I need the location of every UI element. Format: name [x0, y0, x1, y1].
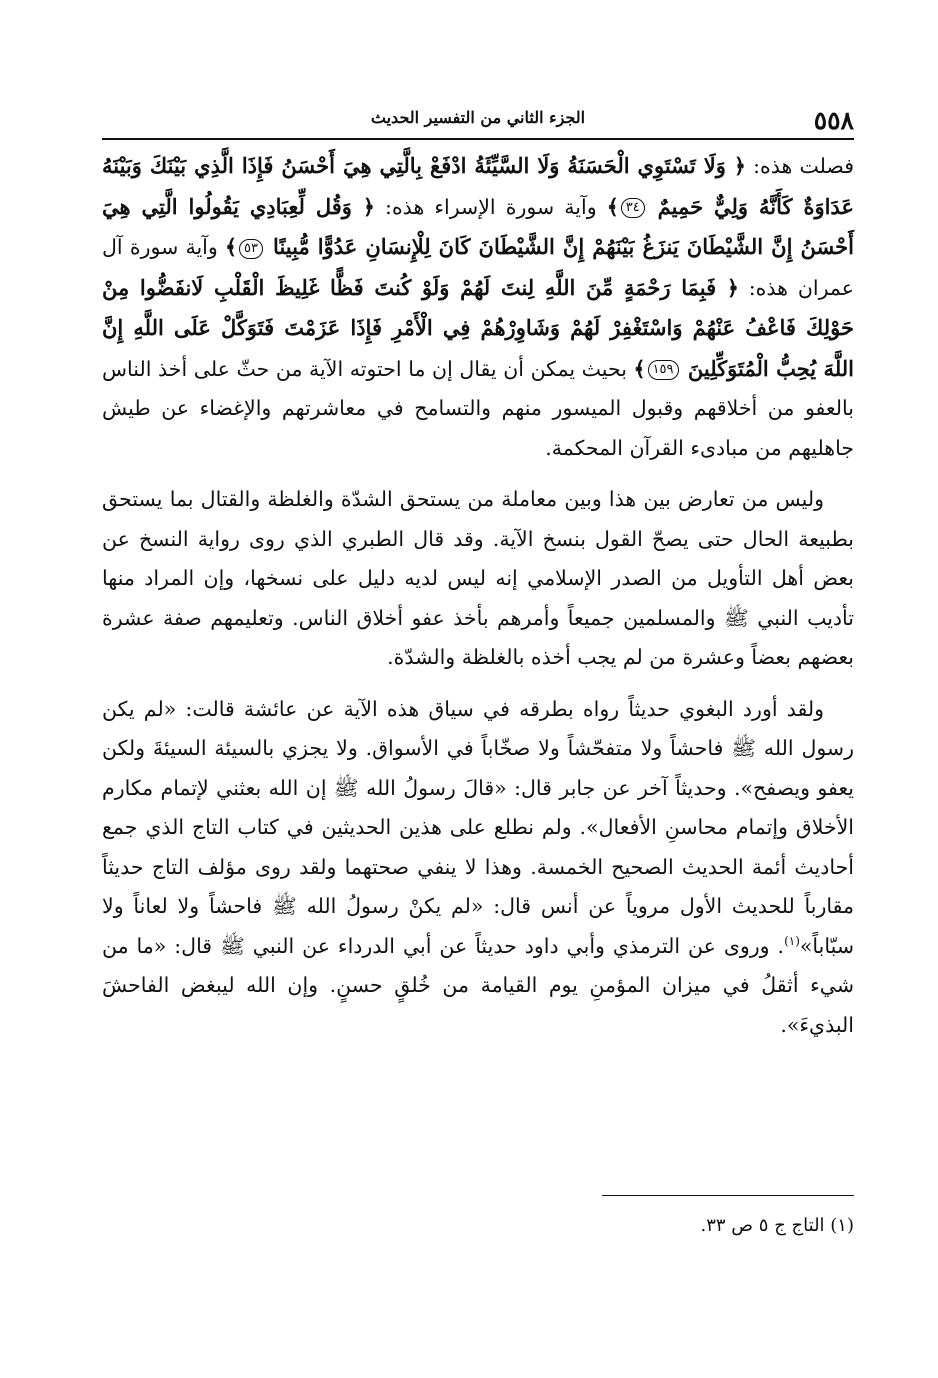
text-run: . وروى عن الترمذي وأبي داود حديثاً عن أبي الدرداء عن النبي ﷺ قال: «ما من شيء أثقلُ في ميزان المؤمنِ يوم القيامة من خُلقٍ حسنٍ. وإن الله ليبغض الفاحشَ البذيءَ».	[102, 933, 854, 1037]
text-run: وليس من تعارض بين هذا وبين معاملة من يستحق الشدّة والغلظة والقتال بما يستحق بطبيعة الحال حتى يصحّ القول بنسخ الآية. وقد قال الطبري الذي روى رواية النسخ عن بعض أهل التأويل من الصدر الإسلامي إنه ليس لديه دليل على نسخها، وإن المراد منها تأديب النبي ﷺ والمسلمين جميعاً وأمرهم بأخذ عفو أخلاق الناس. وتعليمهم صفة عشرة بعضهم بعضاً وعشرة من لم يجب أخذه بالغلظة والشدّة.	[102, 487, 854, 669]
quran-bracket: ﴿	[733, 154, 746, 178]
verse-number: ١٥٩	[648, 360, 679, 380]
verse-number: ٣٤	[621, 198, 645, 218]
paragraph-2	[102, 480, 854, 678]
quran-bracket: ﴿	[362, 194, 375, 219]
paragraph-3	[102, 690, 854, 1046]
quran-verse: فَبِمَا رَحْمَةٍ مِّنَ اللَّهِ لِنتَ لَهُمْ وَلَوْ كُنتَ فَظًّا غَلِيظَ الْقَلْبِ لَانفَضُّوا مِنْ حَوْلِكَ فَاعْفُ عَنْهُمْ وَاسْتَغْفِرْ لَهُمْ وَشَاوِرْهُمْ فِي الْأَمْرِ فَإِذَا عَزَمْتَ فَتَوَكَّلْ عَلَى اللَّهِ إِنَّ اللَّهَ يُحِبُّ الْمُتَوَكِّلِينَ	[102, 274, 855, 381]
quran-bracket: ﴾	[606, 194, 619, 219]
footnote-rule	[602, 1195, 854, 1196]
text-run: ولقد أورد البغوي حديثاً رواه بطرقه في سياق هذه الآية عن عائشة قالت: «لم يكن رسول الله ﷺ فاحشاً ولا متفحّشاً ولا صخّاباً في الأسواق. ولا يجزي بالسيئة السيئةَ ولكن يعفو ويصفح». وحديثاً آخر عن جابر قال: «قالَ رسولُ الله ﷺ إن الله بعثني لإتمام مكارم الأخلاق وإتمام محاسنِ الأفعال». ولم نطلع على هذين الحديثين في كتاب التاج الذي جمع أحاديث أئمة الحديث الصحيح الخمسة. وهذا لا ينفي صحتهما ولقد روى مؤلف التاج حديثاً مقارباً للحديث الأول مروياً عن أنس قال: «لم يكنْ رسولُ الله ﷺ فاحشاً ولا لعاناً ولا سبّاباً»	[102, 696, 854, 958]
page-number: ٥٥٨	[813, 106, 854, 135]
text-run: وآية سورة آل عمران هذه:	[102, 235, 854, 300]
quran-bracket: ﴾	[225, 235, 238, 259]
text-run: وآية سورة الإسراء هذه:	[374, 194, 607, 219]
text-run: فصلت هذه:	[745, 154, 854, 178]
running-title: الجزء الثاني من التفسير الحديث	[370, 108, 586, 127]
footnote: (١) التاج ج ٥ ص ٣٣.	[700, 1215, 854, 1236]
header-rule	[102, 138, 854, 140]
page-body	[102, 146, 854, 1045]
quran-bracket: ﴿	[726, 275, 739, 300]
quran-bracket: ﴾	[633, 356, 646, 381]
quran-verse: وَقُل لِّعِبَادِي يَقُولُوا الَّتِي هِيَ أَحْسَنُ إِنَّ الشَّيْطَانَ يَنزَغُ بَيْنَهُمْ إِنَّ الشَّيْطَانَ كَانَ لِلْإِنسَانِ عَدُوًّا مُّبِينًا	[102, 193, 854, 259]
quran-verse: وَلَا تَسْتَوِي الْحَسَنَةُ وَلَا السَّيِّئَةُ ادْفَعْ بِالَّتِي هِيَ أَحْسَنُ فَإِذَا الَّذِي بَيْنَكَ وَبَيْنَهُ عَدَاوَةٌ كَأَنَّهُ وَلِيٌّ حَمِيمٌ	[102, 153, 854, 219]
text-run: بحيث يمكن أن يقال إن ما احتوته الآية من حثّ على أخذ الناس بالعفو من أخلاقهم وقبول الميسور منهم والتسامح في معاشرتهم والإغضاء عن طيش جاهليهم من مبادىء القرآن المحكمة.	[102, 356, 854, 460]
verse-number: ٥٣	[239, 239, 263, 259]
footnote-marker: (١)	[784, 933, 800, 948]
paragraph-1	[102, 146, 854, 468]
page-header	[102, 100, 854, 140]
